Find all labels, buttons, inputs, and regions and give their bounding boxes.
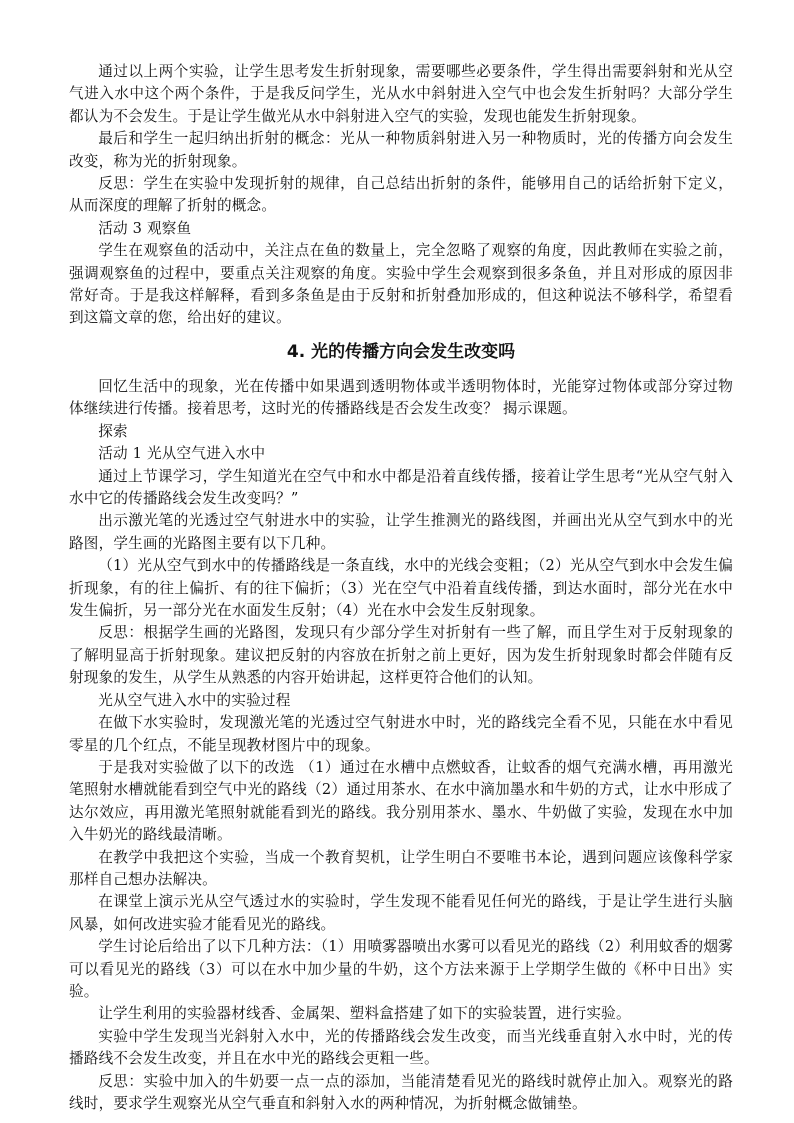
paragraph: 出示激光笔的光透过空气射进水中的实验，让学生推测光的路线图，并画出光从空气到水中的光路图，学生画的光路图主要有以下几种。	[69, 512, 733, 552]
activity-label: 活动 3 观察鱼	[98, 219, 192, 237]
section-4-text	[69, 376, 733, 1115]
activity-label: 活动 1 光从空气进入水中	[98, 445, 266, 463]
paragraph: 回忆生活中的现象，光在传播中如果遇到透明物体或半透明物体时，光能穿过物体或部分穿过物体继续进行传播。接着思考，这时光的传播路线是否会发生改变？ 揭示课题。	[69, 378, 733, 418]
paragraph: 反思：根据学生画的光路图，发现只有少部分学生对折射有一些了解，而且学生对于反射现象的了解明显高于折射现象。建议把反射的内容放在折射之前上更好，因为发生折射现象时都会伴随有反射现象的发生，从学生从熟悉的内容开始讲起，这样更符合他们的认知。	[69, 624, 733, 687]
paragraph: 实验中学生发现当光斜射入水中，光的传播路线会发生改变，而当光线垂直射入水中时，光的传播路线不会发生改变，并且在水中光的路线会更粗一些。	[69, 1027, 733, 1068]
paragraph: 通过以上两个实验，让学生思考发生折射现象，需要哪些必要条件，学生得出需要斜射和光从空气进入水中这个两个条件，于是我反问学生，光从水中斜射进入空气中也会发生折射吗？大部分学生都认为不会发生。于是让学生做光从水中斜射进入空气的实验，发现也能发生折射现象。	[69, 63, 733, 125]
subheading-experiment: 光从空气进入水中的实验过程	[98, 691, 291, 709]
paragraph: 在做下水实验时，发现激光笔的光透过空气射进水中时，光的路线完全看不见，只能在水中看见零星的几个红点，不能呈现教材图片中的现象。	[69, 714, 733, 754]
paragraph: （1）光从空气到水中的传播路线是一条直线，水中的光线会变粗；（2）光从空气到水中会发生偏折现象，有的往上偏折、有的往下偏折；（3）光在空气中沿着直线传播，到达水面时，部分光在水中发生偏折，另一部分光在水面发生反射；（4）光在水中会发生反射现象。	[69, 557, 733, 620]
paragraph: 让学生利用的实验器材线香、金属架、塑料盒搭建了如下的实验装置，进行实验。	[98, 1005, 631, 1023]
paragraph: 在教学中我把这个实验，当成一个教育契机，让学生明白不要唯书本论，遇到问题应该像科学家那样自己想办法解决。	[69, 848, 733, 888]
paragraph: 学生在观察鱼的活动中，关注点在鱼的数量上，完全忽略了观察的角度，因此教师在实验之前，强调观察鱼的过程中，要重点关注观察的角度。实验中学生会观察到很多条鱼，并且对形成的原因非常好奇。于是我这样解释，看到多条鱼是由于反射和折射叠加形成的，但这种说法不够科学，希望看到这篇文章的您，给出好的建议。	[69, 242, 733, 327]
paragraph: 反思：学生在实验中发现折射的规律，自己总结出折射的条件，能够用自己的话给折射下定义，从而深度的理解了折射的概念。	[69, 175, 733, 215]
paragraph: 通过上节课学习，学生知道光在空气中和水中都是沿着直线传播，接着让学生思考“光从空气射入水中它的传播路线会发生改变吗？”	[69, 467, 733, 508]
paragraph: 在课堂上演示光从空气透过水的实验时，学生发现不能看见任何光的路线，于是让学生进行头脑风暴，如何改进实验才能看见光的路线。	[69, 893, 733, 933]
subheading-explore: 探索	[98, 422, 128, 440]
paragraph: 最后和学生一起归纳出折射的概念：光从一种物质斜射进入另一种物质时，光的传播方向会发生改变，称为光的折射现象。	[69, 130, 733, 170]
paragraph: 学生讨论后给出了以下几种方法：（1）用喷雾器喷出水雾可以看见光的路线（2）利用蚊香的烟雾可以看见光的路线（3）可以在水中加少量的牛奶，这个方法来源于上学期学生做的《杯中日出》实验。	[69, 938, 733, 1000]
previous-section-text	[69, 61, 733, 330]
section-title: 4. 光的传播方向会发生改变吗	[286, 342, 516, 362]
paragraph: 于是我对实验做了以下的改选 （1）通过在水槽中点燃蚊香，让蚊香的烟气充满水槽，再用激光笔照射水槽就能看到空气中光的路线（2）通过用茶水、在水中滴加墨水和牛奶的方式，让水中形成了达尔效应，再用激光笔照射就能看到光的路线。我分别用茶水、墨水、牛奶做了实验，发现在水中加入牛奶光的路线最清晰。	[69, 758, 733, 844]
paragraph: 反思：实验中加入的牛奶要一点一点的添加，当能清楚看见光的路线时就停止加入。观察光的路线时，要求学生观察光从空气垂直和斜射入水的两种情况，为折射概念做铺垫。	[69, 1072, 733, 1112]
